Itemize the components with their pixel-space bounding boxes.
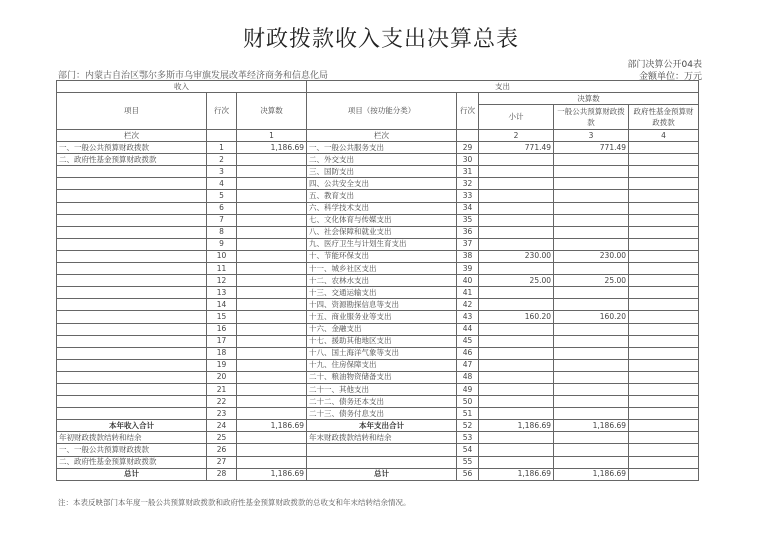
income-amount-cell: [237, 347, 307, 359]
expense-rowno-cell: 54: [457, 444, 479, 456]
income-rowno-cell: 16: [207, 323, 237, 335]
income-item-cell: [57, 347, 207, 359]
amount-unit: 金额单位：万元: [638, 72, 702, 82]
gov-fund-cell: [629, 323, 699, 335]
income-amount-header: 决算数: [237, 93, 307, 130]
expense-rowno-cell: 36: [457, 226, 479, 238]
table-row: [57, 468, 699, 480]
expense-item-header: 项目（按功能分类）: [307, 93, 457, 130]
income-amount-cell: [237, 263, 307, 275]
gov-fund-cell: [629, 371, 699, 383]
table-row: [57, 444, 699, 456]
expense-rowno-cell: 46: [457, 347, 479, 359]
table-row: [57, 142, 699, 154]
general-budget-cell: [554, 263, 629, 275]
subtotal-cell: [479, 456, 554, 468]
income-rowno-cell: 5: [207, 190, 237, 202]
subtotal-cell: [479, 202, 554, 214]
income-amount-cell: [237, 299, 307, 311]
subtotal-cell: 160.20: [479, 311, 554, 323]
expense-item-cell: 二十、粮油物资储备支出: [307, 371, 457, 383]
income-item-cell: 二、政府性基金预算财政拨款: [57, 456, 207, 468]
gov-fund-cell: [629, 347, 699, 359]
general-budget-cell: [554, 444, 629, 456]
income-rowno-cell: 1: [207, 142, 237, 154]
income-amount-cell: [237, 190, 307, 202]
expense-rowno-cell: 31: [457, 166, 479, 178]
table-row: [57, 190, 699, 202]
subtotal-header: 小计: [479, 105, 554, 130]
income-rowno-cell: 25: [207, 432, 237, 444]
income-item-cell: [57, 408, 207, 420]
subtotal-cell: [479, 263, 554, 275]
table-row: [57, 432, 699, 444]
general-budget-cell: [554, 214, 629, 226]
subtotal-cell: [479, 371, 554, 383]
income-rowno-cell: 7: [207, 214, 237, 226]
subtotal-cell: [479, 178, 554, 190]
subtotal-cell: [479, 444, 554, 456]
expense-rowno-cell: 41: [457, 287, 479, 299]
table-row: [57, 335, 699, 347]
table-row: [57, 202, 699, 214]
expense-item-cell: 八、社会保障和就业支出: [307, 226, 457, 238]
income-amount-cell: [237, 323, 307, 335]
expense-item-cell: 十一、城乡社区支出: [307, 263, 457, 275]
subtotal-cell: [479, 396, 554, 408]
income-amount-cell: [237, 287, 307, 299]
general-budget-cell: 230.00: [554, 250, 629, 262]
general-budget-cell: [554, 335, 629, 347]
subtotal-cell: [479, 323, 554, 335]
table-row: [57, 154, 699, 166]
income-rowno-cell: 11: [207, 263, 237, 275]
general-budget-cell: 1,186.69: [554, 468, 629, 480]
table-row: [57, 371, 699, 383]
subtotal-cell: [479, 154, 554, 166]
expense-item-cell: 本年支出合计: [307, 420, 457, 432]
expense-item-cell: [307, 456, 457, 468]
gov-fund-cell: [629, 311, 699, 323]
income-amount-cell: [237, 456, 307, 468]
table-row: [57, 287, 699, 299]
table-row: [57, 263, 699, 275]
expense-rowno-cell: 37: [457, 238, 479, 250]
income-item-header: 项目: [57, 93, 207, 130]
income-item-cell: [57, 238, 207, 250]
income-item-cell: [57, 263, 207, 275]
expense-rowno-cell: 43: [457, 311, 479, 323]
expense-rowno-cell: 40: [457, 275, 479, 287]
gov-fund-cell: [629, 456, 699, 468]
subtotal-cell: [479, 166, 554, 178]
expense-item-cell: 十二、农林水支出: [307, 275, 457, 287]
income-rowno-cell: 17: [207, 335, 237, 347]
gov-fund-cell: [629, 444, 699, 456]
subtotal-cell: 25.00: [479, 275, 554, 287]
general-budget-cell: 1,186.69: [554, 420, 629, 432]
income-rowno-cell: 15: [207, 311, 237, 323]
expense-rowno-cell: 53: [457, 432, 479, 444]
income-item-cell: [57, 371, 207, 383]
income-amount-cell: [237, 166, 307, 178]
expense-item-cell: 十四、资源勘探信息等支出: [307, 299, 457, 311]
table-row: [57, 359, 699, 371]
subtotal-cell: 771.49: [479, 142, 554, 154]
general-budget-cell: [554, 226, 629, 238]
income-item-cell: [57, 335, 207, 347]
income-item-cell: [57, 299, 207, 311]
income-amount-cell: 1,186.69: [237, 468, 307, 480]
income-amount-cell: 1,186.69: [237, 142, 307, 154]
income-item-cell: [57, 214, 207, 226]
income-rowno-cell: 4: [207, 178, 237, 190]
income-amount-cell: [237, 371, 307, 383]
subtotal-cell: [479, 287, 554, 299]
subtotal-cell: [479, 408, 554, 420]
general-budget-cell: [554, 323, 629, 335]
income-rowno-header: 行次: [207, 93, 237, 130]
expense-item-cell: 十九、住房保障支出: [307, 359, 457, 371]
expense-rowno-cell: 39: [457, 263, 479, 275]
general-budget-cell: [554, 432, 629, 444]
expense-item-cell: 二十三、债务付息支出: [307, 408, 457, 420]
subtotal-cell: [479, 214, 554, 226]
gov-fund-cell: [629, 263, 699, 275]
income-item-cell: 本年收入合计: [57, 420, 207, 432]
income-rowno-cell: 20: [207, 371, 237, 383]
expense-item-cell: 年末财政拨款结转和结余: [307, 432, 457, 444]
footnote: 注：本表反映部门本年度一般公共预算财政拨款和政府性基金预算财政拨款的总收支和年末结转结余情况。: [58, 498, 411, 507]
income-rowno-cell: 19: [207, 359, 237, 371]
general-budget-cell: [554, 371, 629, 383]
gov-fund-cell: [629, 178, 699, 190]
empty-cell: [207, 130, 237, 142]
income-amount-cell: [237, 335, 307, 347]
expense-item-cell: 六、科学技术支出: [307, 202, 457, 214]
gov-fund-cell: [629, 250, 699, 262]
income-rowno-cell: 6: [207, 202, 237, 214]
col-number-cell: 4: [629, 130, 699, 142]
col-number-cell: 2: [479, 130, 554, 142]
empty-cell: [457, 130, 479, 142]
gov-fund-cell: [629, 420, 699, 432]
subtotal-cell: [479, 347, 554, 359]
expense-rowno-cell: 30: [457, 154, 479, 166]
expense-rowno-cell: 55: [457, 456, 479, 468]
expense-rowno-header: 行次: [457, 93, 479, 130]
expense-item-cell: 十三、交通运输支出: [307, 287, 457, 299]
income-amount-cell: [237, 408, 307, 420]
form-number: 部门决算公开04表: [627, 60, 702, 70]
table-row: [57, 226, 699, 238]
expense-item-cell: 七、文化体育与传媒支出: [307, 214, 457, 226]
income-item-cell: 二、政府性基金预算财政拨款: [57, 154, 207, 166]
income-amount-cell: [237, 226, 307, 238]
income-amount-cell: [237, 250, 307, 262]
gov-fund-cell: [629, 142, 699, 154]
income-amount-cell: [237, 444, 307, 456]
income-rowno-cell: 21: [207, 383, 237, 395]
gov-fund-cell: [629, 432, 699, 444]
income-rowno-cell: 28: [207, 468, 237, 480]
expense-rowno-cell: 56: [457, 468, 479, 480]
income-amount-cell: [237, 202, 307, 214]
expense-item-cell: 二、外交支出: [307, 154, 457, 166]
income-amount-cell: [237, 359, 307, 371]
income-rowno-cell: 3: [207, 166, 237, 178]
income-rowno-cell: 2: [207, 154, 237, 166]
general-budget-cell: [554, 238, 629, 250]
table-row: [57, 238, 699, 250]
gov-fund-header: 政府性基金预算财政拨款: [629, 105, 699, 130]
subtotal-cell: [479, 432, 554, 444]
expense-rowno-cell: 47: [457, 359, 479, 371]
general-budget-cell: [554, 178, 629, 190]
gov-fund-cell: [629, 190, 699, 202]
gov-fund-cell: [629, 238, 699, 250]
general-budget-cell: 160.20: [554, 311, 629, 323]
income-amount-cell: [237, 432, 307, 444]
expense-item-cell: 四、公共安全支出: [307, 178, 457, 190]
general-budget-cell: [554, 287, 629, 299]
expense-rowno-cell: 52: [457, 420, 479, 432]
expense-rowno-cell: 38: [457, 250, 479, 262]
expense-item-cell: 总计: [307, 468, 457, 480]
subtotal-cell: [479, 238, 554, 250]
expense-rowno-cell: 29: [457, 142, 479, 154]
expense-rowno-cell: 33: [457, 190, 479, 202]
gov-fund-cell: [629, 202, 699, 214]
table-row: [57, 250, 699, 262]
income-amount-cell: [237, 178, 307, 190]
table-row: [57, 408, 699, 420]
expense-item-cell: 三、国防支出: [307, 166, 457, 178]
gov-fund-cell: [629, 287, 699, 299]
general-budget-cell: [554, 347, 629, 359]
report-title: 财政拨款收入支出决算总表: [242, 27, 519, 52]
table-row: [57, 383, 699, 395]
income-rowno-cell: 23: [207, 408, 237, 420]
income-rowno-cell: 9: [207, 238, 237, 250]
income-item-cell: 总计: [57, 468, 207, 480]
general-budget-cell: [554, 359, 629, 371]
table-row: [57, 214, 699, 226]
general-budget-cell: [554, 408, 629, 420]
gov-fund-cell: [629, 166, 699, 178]
general-budget-cell: 771.49: [554, 142, 629, 154]
income-item-cell: [57, 275, 207, 287]
income-item-cell: [57, 311, 207, 323]
table-row: [57, 323, 699, 335]
income-rowno-cell: 14: [207, 299, 237, 311]
expense-rowno-cell: 42: [457, 299, 479, 311]
income-item-cell: [57, 226, 207, 238]
table-row: [57, 420, 699, 432]
income-item-cell: [57, 190, 207, 202]
col-number-cell: 1: [237, 130, 307, 142]
income-rowno-cell: 8: [207, 226, 237, 238]
expense-rowno-cell: 44: [457, 323, 479, 335]
col-label-cell: 栏次: [57, 130, 207, 142]
table-row: [57, 311, 699, 323]
subtotal-cell: 230.00: [479, 250, 554, 262]
expense-rowno-cell: 49: [457, 383, 479, 395]
income-item-cell: [57, 383, 207, 395]
general-budget-cell: [554, 396, 629, 408]
general-budget-cell: [554, 202, 629, 214]
subtotal-cell: [479, 226, 554, 238]
expense-item-cell: 二十二、债务还本支出: [307, 396, 457, 408]
income-item-cell: [57, 359, 207, 371]
income-item-cell: [57, 166, 207, 178]
table-row: [57, 178, 699, 190]
income-item-cell: [57, 178, 207, 190]
income-item-cell: [57, 323, 207, 335]
gov-fund-cell: [629, 383, 699, 395]
expense-rowno-cell: 45: [457, 335, 479, 347]
general-budget-cell: 25.00: [554, 275, 629, 287]
gov-fund-cell: [629, 299, 699, 311]
table-row: [57, 275, 699, 287]
income-rowno-cell: 18: [207, 347, 237, 359]
gov-fund-cell: [629, 226, 699, 238]
expense-item-cell: [307, 444, 457, 456]
subtotal-cell: [479, 190, 554, 202]
subtotal-cell: [479, 335, 554, 347]
income-item-cell: [57, 250, 207, 262]
subtotal-cell: [479, 359, 554, 371]
income-rowno-cell: 24: [207, 420, 237, 432]
income-amount-cell: [237, 238, 307, 250]
table-row: [57, 396, 699, 408]
income-rowno-cell: 22: [207, 396, 237, 408]
income-item-cell: 一、一般公共预算财政拨款: [57, 444, 207, 456]
income-amount-cell: [237, 383, 307, 395]
expense-item-cell: 十六、金融支出: [307, 323, 457, 335]
general-budget-header: 一般公共预算财政拨款: [554, 105, 629, 130]
subtotal-cell: [479, 383, 554, 395]
income-rowno-cell: 27: [207, 456, 237, 468]
expense-item-cell: 十八、国土海洋气象等支出: [307, 347, 457, 359]
gov-fund-cell: [629, 396, 699, 408]
income-item-cell: [57, 287, 207, 299]
expense-rowno-cell: 34: [457, 202, 479, 214]
general-budget-cell: [554, 190, 629, 202]
col-number-cell: 3: [554, 130, 629, 142]
expense-item-cell: 二十一、其他支出: [307, 383, 457, 395]
fiscal-summary-table: [56, 80, 699, 481]
expense-rowno-cell: 35: [457, 214, 479, 226]
expense-header: 支出: [307, 81, 699, 93]
general-budget-cell: [554, 166, 629, 178]
income-rowno-cell: 13: [207, 287, 237, 299]
income-amount-cell: [237, 154, 307, 166]
gov-fund-cell: [629, 408, 699, 420]
income-rowno-cell: 26: [207, 444, 237, 456]
income-item-cell: [57, 396, 207, 408]
general-budget-cell: [554, 299, 629, 311]
general-budget-cell: [554, 456, 629, 468]
expense-item-cell: 五、教育支出: [307, 190, 457, 202]
table-row: [57, 456, 699, 468]
general-budget-cell: [554, 154, 629, 166]
expense-item-cell: 十五、商业服务业等支出: [307, 311, 457, 323]
income-amount-cell: [237, 396, 307, 408]
income-header: 收入: [57, 81, 307, 93]
income-amount-cell: 1,186.69: [237, 420, 307, 432]
income-item-cell: 一、一般公共预算财政拨款: [57, 142, 207, 154]
subtotal-cell: [479, 299, 554, 311]
table-row: [57, 166, 699, 178]
expense-item-cell: 九、医疗卫生与计划生育支出: [307, 238, 457, 250]
expense-item-cell: 十、节能环保支出: [307, 250, 457, 262]
expense-rowno-cell: 48: [457, 371, 479, 383]
gov-fund-cell: [629, 275, 699, 287]
expense-rowno-cell: 51: [457, 408, 479, 420]
gov-fund-cell: [629, 154, 699, 166]
expense-rowno-cell: 32: [457, 178, 479, 190]
gov-fund-cell: [629, 359, 699, 371]
expense-item-cell: 一、一般公共服务支出: [307, 142, 457, 154]
income-amount-cell: [237, 275, 307, 287]
gov-fund-cell: [629, 335, 699, 347]
table-row: [57, 299, 699, 311]
income-rowno-cell: 12: [207, 275, 237, 287]
gov-fund-cell: [629, 468, 699, 480]
expense-rowno-cell: 50: [457, 396, 479, 408]
expense-item-cell: 十七、援助其他地区支出: [307, 335, 457, 347]
income-amount-cell: [237, 214, 307, 226]
expense-amount-header: 决算数: [479, 93, 699, 105]
department-label: 部门：内蒙古自治区鄂尔多斯市乌审旗发展改革经济商务和信息化局: [58, 71, 329, 81]
gov-fund-cell: [629, 214, 699, 226]
col-label-cell: 栏次: [307, 130, 457, 142]
income-rowno-cell: 10: [207, 250, 237, 262]
table-row: [57, 347, 699, 359]
income-item-cell: [57, 202, 207, 214]
income-amount-cell: [237, 311, 307, 323]
subtotal-cell: 1,186.69: [479, 420, 554, 432]
income-item-cell: 年初财政拨款结转和结余: [57, 432, 207, 444]
general-budget-cell: [554, 383, 629, 395]
subtotal-cell: 1,186.69: [479, 468, 554, 480]
